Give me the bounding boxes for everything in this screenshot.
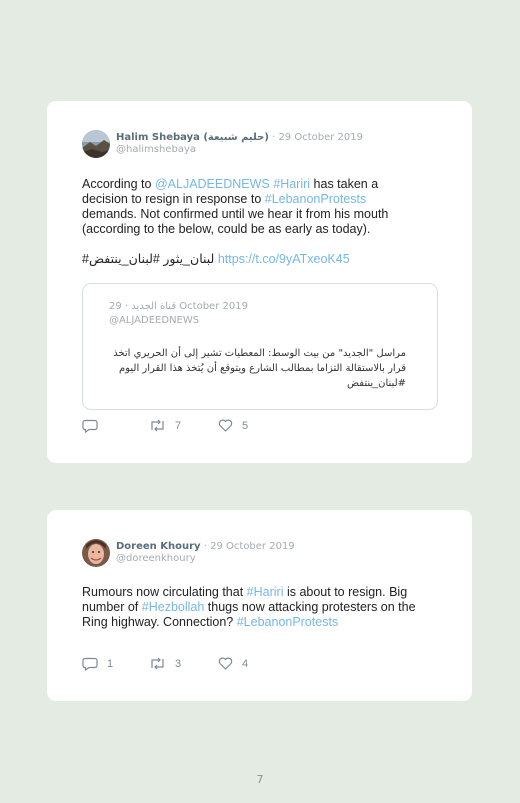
tweet-date[interactable]: · 29 October 2019 [272,132,363,143]
like-count: 5 [242,419,249,432]
reply-icon [82,419,98,433]
page-number: 7 [256,773,264,786]
hashtag-link[interactable]: #Hariri [246,585,284,599]
tweet-card [47,510,472,701]
like-button[interactable] [218,657,248,670]
url-link[interactable]: https://t.co/9yATxeoK45 [217,252,350,266]
reply-count: 1 [107,658,114,670]
text-segment: is about to resign. Big number of [82,585,408,614]
quoted-author-name[interactable]: قناة الجديد [131,301,177,312]
tweet-card [47,101,472,463]
text-segment: Rumours now circulating that [82,585,247,599]
hashtag-link[interactable]: #LebanonProtests [264,192,367,206]
retweet-button[interactable] [149,657,181,670]
like-count: 4 [242,657,249,670]
text-segment: demands. Not confirmed until we hear it from his mouth (according to the below, could be as early as today). [82,207,389,236]
retweet-icon [149,657,166,670]
retweet-button[interactable] [149,419,181,432]
reply-button[interactable] [82,419,107,433]
text-segment: has taken a decision to resign in response to [82,177,379,206]
avatar[interactable] [82,130,110,158]
avatar[interactable] [82,539,110,567]
like-button[interactable] [218,419,248,432]
hashtag-link[interactable]: #Hezbollah [141,600,205,614]
hashtag-link[interactable]: #Hariri [273,177,311,191]
arabic-hashtags[interactable]: #لبنان_يثور #لبنان_ينتفض [82,252,218,266]
hashtag-link[interactable]: #LebanonProtests [236,615,339,629]
author-name[interactable]: Doreen Khoury [116,541,201,552]
author-handle[interactable]: @halimshebaya [116,144,196,155]
tweet-text-line [82,252,422,267]
tweet-header [116,540,295,553]
tweet-actions [82,419,442,435]
tweet-text [82,585,422,630]
tweet-date[interactable]: · 29 October 2019 [203,541,295,552]
reply-button[interactable] [82,657,113,671]
tweet-text [82,177,422,267]
mention-link[interactable]: @ALJADEEDNEWS [154,177,270,191]
author-name[interactable]: Halim Shebaya (حليم شبيعة) [116,132,269,143]
tweet-actions [82,657,442,673]
tweet-header [116,131,363,144]
like-icon [218,419,233,432]
quoted-handle[interactable]: @ALJADEEDNEWS [109,315,200,326]
text-segment: According to [82,177,155,191]
like-icon [218,657,233,670]
quoted-date[interactable]: · 29 October 2019 [109,301,248,312]
retweet-icon [149,419,166,432]
reply-icon [82,657,98,671]
quoted-tweet[interactable] [82,283,438,410]
retweet-count: 7 [175,419,182,432]
text-segment: thugs now attacking protesters on the Ring highway. Connection? [82,600,416,629]
quoted-header [109,301,248,312]
author-handle[interactable]: @doreenkhoury [116,553,196,564]
quoted-text: مراسل "الجديد" من بيت الوسط: المعطيات تشير إلى أن الحريري اتخذ قرار بالاستقالة التزاما بمطالب الشارع ويتوقع أن يُتخذ هذا القرار اليوم #لبنان_ينتفض [113,348,406,389]
retweet-count: 3 [175,657,182,670]
